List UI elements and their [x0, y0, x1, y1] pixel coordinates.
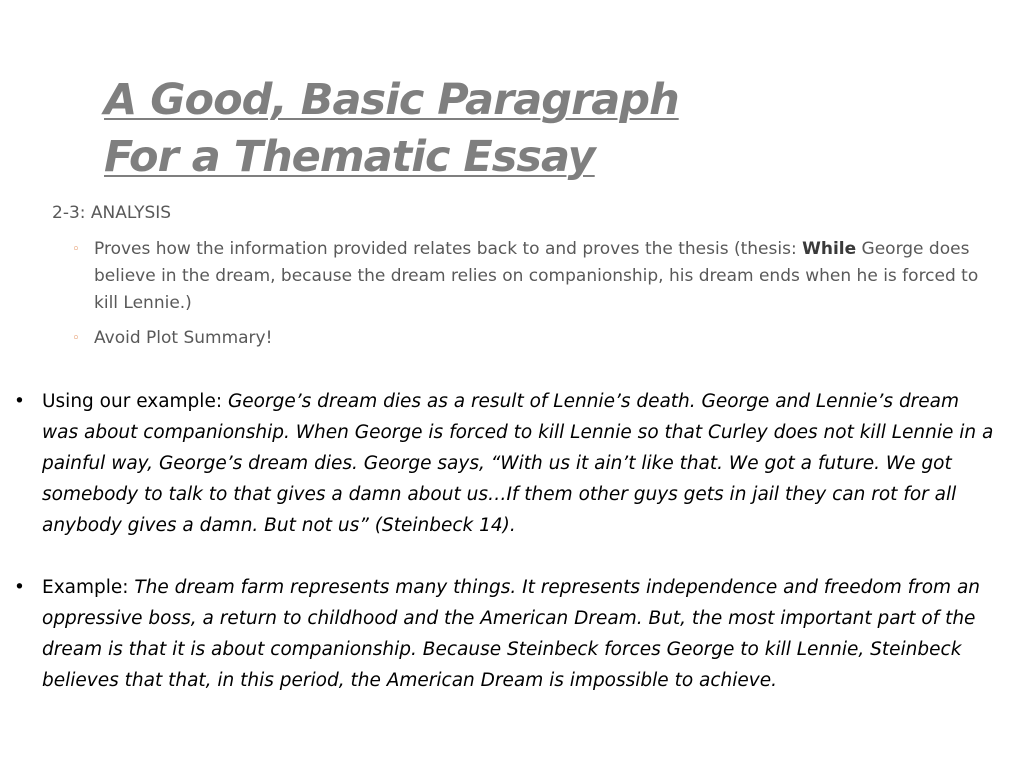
dot-bullet-icon: •	[14, 577, 25, 598]
title-line-1: A Good, Basic Paragraph	[104, 75, 679, 125]
example-text: The dream farm represents many things. It represents independence and freedom from an oppressive boss, a return to childhood and the American Dream. But, the most important part of the dream is that it is about companionship. Because Steinbeck forces George to kill Lennie, Steinbeck believes that that, in this period, the American Dream is impossible to achieve.	[42, 577, 981, 691]
ring-bullet-icon: ◦	[72, 242, 80, 257]
point-text: Avoid Plot Summary!	[94, 328, 273, 348]
example-label: Example:	[42, 577, 135, 598]
example-item	[14, 572, 998, 696]
analysis-heading: 2-3: ANALYSIS	[52, 203, 172, 223]
slide-title	[104, 72, 679, 186]
point-text-continued: George does believe in the dream, because the dream relies on companionship, his dream ends when he is forced to kill Lennie.)	[94, 239, 979, 313]
ring-bullet-icon: ◦	[72, 331, 80, 346]
dot-bullet-icon: •	[14, 391, 25, 412]
analysis-point	[72, 325, 982, 352]
title-line-2: For a Thematic Essay	[104, 132, 595, 182]
example-label: Using our example:	[42, 391, 228, 412]
point-text: Proves how the information provided relates back to and proves the thesis (thesis:	[94, 239, 803, 259]
point-bold-word: While	[802, 239, 857, 259]
analysis-points	[72, 236, 982, 360]
example-list	[14, 386, 998, 696]
example-item	[14, 386, 998, 541]
analysis-point	[72, 236, 982, 317]
example-text: George’s dream dies as a result of Lennie’s death. George and Lennie’s dream was about companionship. When George is forced to kill Lennie so that Curley does not kill Lennie in a painful way, George’s dream dies. George says, “With us it ain’t like that. We got a future. We got somebody to talk to that gives a damn about us…If them other guys gets in jail they can rot for all anybody gives a damn. But not us” (Steinbeck 14).	[42, 391, 994, 536]
